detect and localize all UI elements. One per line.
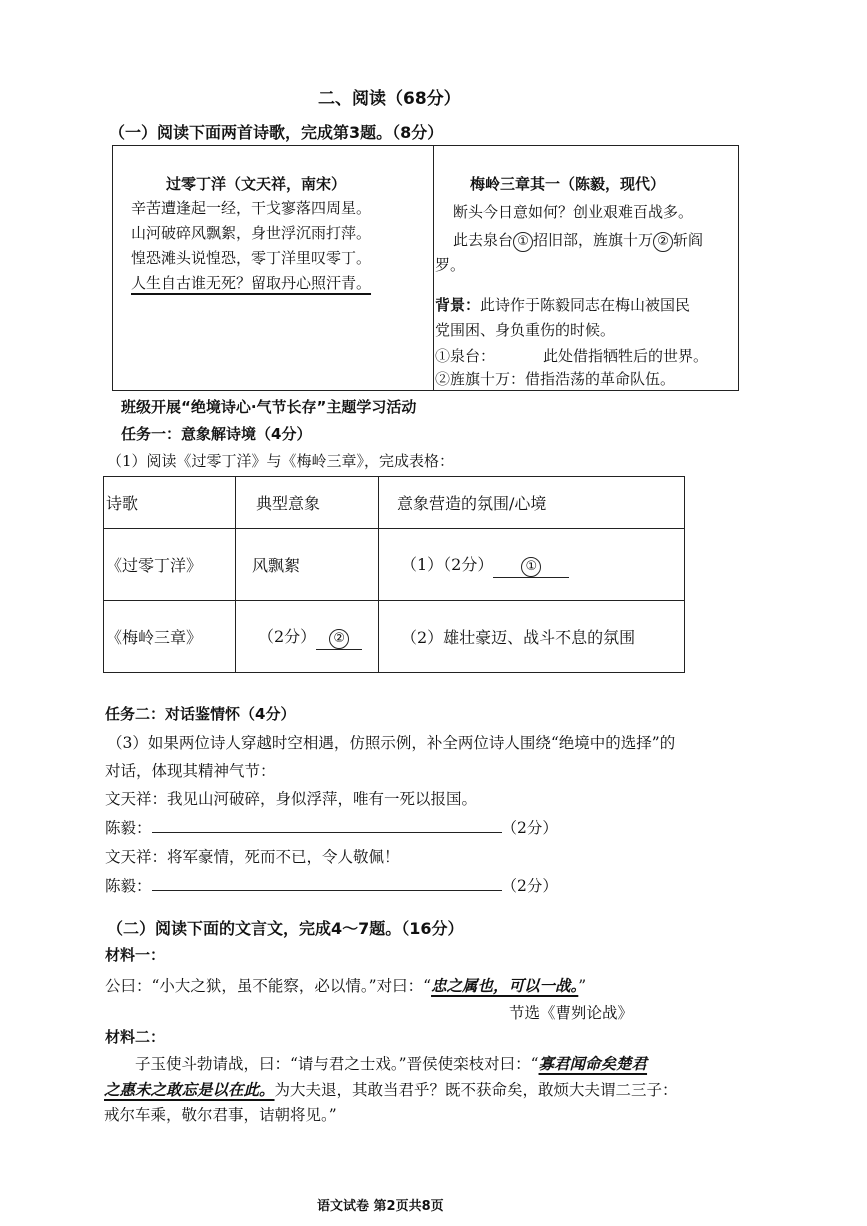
poem1-title: 过零丁洋（文天祥，南宋） [166,175,347,193]
dialogue-chen-1 [105,816,558,838]
score-2: （2分） [501,877,558,895]
row1-poem: 《过零丁洋》 [104,529,236,601]
footnote-2 [435,368,675,389]
row2-image [236,601,379,673]
background-text-1: 此诗作于陈毅同志在梅山被国民 [480,296,691,314]
task2-instruction-1: （3）如果两位诗人穿越时空相遇，仿照示例，补全两位诗人围绕“绝境中的选择”的 [107,734,676,752]
task1-table [103,476,685,673]
part1-heading: （一）阅读下面两首诗歌，完成第3题。（8分） [109,123,444,142]
row1-mood-prefix: （1）（2分） [401,554,494,574]
material2-line-2b: 为大夫退，其敢当君乎？既不获命矣，敢烦大夫谓二三子： [274,1081,678,1099]
table-header-row [104,477,685,529]
chen-speaker-1: 陈毅： [105,819,152,837]
poem2-line-3: 罗。 [435,256,466,274]
section-title: 二、阅读（68分） [318,89,461,109]
page-footer: 语文试卷 第2页共8页 [317,1199,444,1214]
row2-poem: 《梅岭三章》 [104,601,236,673]
poem-box [112,145,739,391]
material1-underlined: 忠之属也，可以一战。 [431,977,579,995]
footnote-1 [435,345,708,366]
poem1-line-2: 山河破碎风飘絮，身世浮沉雨打萍。 [131,224,372,242]
material2-line-1 [135,1052,647,1074]
table-row [104,529,685,601]
blank-marker-2: ② [329,629,349,649]
dialogue-wen-1: 文天祥：我见山河破碎，身似浮萍，唯有一死以报国。 [105,790,478,808]
material1-label: 材料一： [105,946,166,964]
footnote-2-mark: ②旌旗十万： [435,370,526,388]
task2-instruction-2: 对话，体现其精神气节： [105,762,276,780]
background-text-2: 党围困、身负重伤的时候。 [435,321,616,339]
poem2-line-1: 断头今日意如何？创业艰难百战多。 [453,203,694,221]
part2-heading: （二）阅读下面的文言文，完成4～7题。（16分） [107,919,464,938]
poem-box-divider [433,146,434,390]
answer-line-1[interactable] [152,818,502,833]
material2-line-3: 戒尔车乘，敬尔君事，诘朝将见。” [104,1106,337,1124]
material1-text [105,974,586,996]
task1-instruction: （1）阅读《过零丁洋》与《梅岭三章》，完成表格： [107,452,455,470]
row2-mood: （2）雄壮豪迈、战斗不息的氛围 [379,601,685,673]
row1-mood [379,529,685,601]
material2-underlined-2: 之惠未之敢忘是以在此。 [104,1081,275,1099]
table-row [104,601,685,673]
poem2-title: 梅岭三章其一（陈毅，现代） [470,175,666,193]
material2-label: 材料二： [105,1028,166,1046]
poem2-line-2a: 此去泉台 [453,231,514,249]
material1-text-a: 公曰：“小大之狱，虽不能察，必以情。”对曰：“ [105,977,432,995]
blank-marker-1: ① [521,557,541,577]
poem1-line-4-underlined: 人生自古谁无死？留取丹心照汗青。 [131,274,372,292]
header-mood: 意象营造的氛围/心境 [379,477,685,529]
score-1: （2分） [501,819,558,837]
header-poem: 诗歌 [104,477,236,529]
material1-text-c: ” [578,977,587,995]
answer-line-2[interactable] [152,876,502,891]
material1-source: 节选《曹刿论战》 [509,1004,634,1022]
row2-image-prefix: （2分） [258,626,317,646]
poem2-line-2c: 斩阎 [673,231,704,249]
answer-blank-2[interactable] [316,627,362,650]
answer-blank-1[interactable] [493,555,569,578]
material2-line-1a: 子玉使斗勃请战，曰：“请与君之士戏。”晋侯使栾枝对曰：“ [135,1055,539,1073]
poem2-line-2 [453,229,703,252]
header-image: 典型意象 [236,477,379,529]
task1-title: 任务一：意象解诗境（4分） [121,425,312,443]
activity-title: 班级开展“绝境诗心·气节长存”主题学习活动 [121,398,417,416]
background-label: 背景： [435,296,481,314]
chen-speaker-2: 陈毅： [105,877,152,895]
footnote-1-text: 此处借指牺牲后的世界。 [543,347,709,365]
footnote-marker-2: ② [653,232,673,252]
material2-underlined-1: 寡君闻命矣楚君 [538,1055,648,1073]
material2-line-2 [104,1078,678,1100]
poem1-line-1: 辛苦遭逢起一经，干戈寥落四周星。 [131,199,372,217]
poem1-line-3: 惶恐滩头说惶恐，零丁洋里叹零丁。 [131,249,372,267]
footnote-marker-1: ① [513,232,533,252]
task2-title: 任务二：对话鉴情怀（4分） [105,705,296,723]
poem2-background [435,294,690,315]
poem2-line-2b: 招旧部，旌旗十万 [533,231,654,249]
dialogue-wen-2: 文天祥：将军豪情，死而不已，令人敬佩！ [105,848,400,866]
row1-image: 风飘絮 [236,529,379,601]
footnote-2-text: 借指浩荡的革命队伍。 [525,370,676,388]
dialogue-chen-2 [105,874,558,896]
footnote-1-mark: ①泉台： [435,347,496,365]
